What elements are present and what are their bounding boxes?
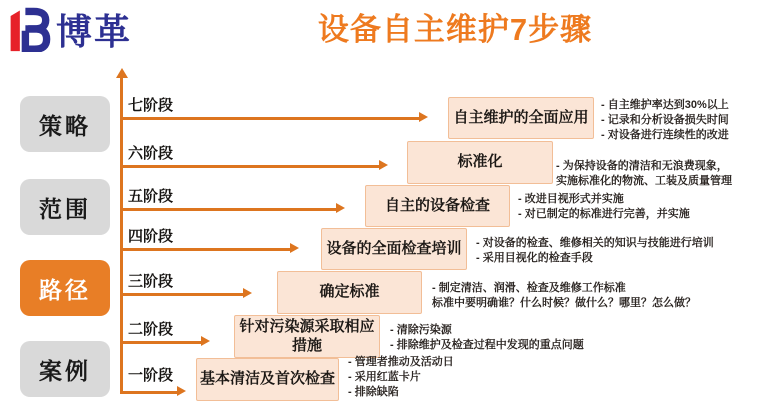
stage-axis-arrowhead-icon — [116, 68, 128, 78]
stage-box-title: 基本清洁及首次检查 — [200, 370, 336, 388]
sidebar-item-label: 案例 — [39, 357, 91, 384]
stage-note-line: - 自主维护率达到30%以上 — [601, 99, 729, 111]
stage-note-line: - 采用红蓝卡片 — [348, 371, 421, 383]
stage-box-title: 设备的全面检查培训 — [326, 239, 462, 257]
stage-label: 六阶段 — [128, 145, 174, 162]
stage-box — [365, 185, 510, 227]
stage-arrowhead-icon — [336, 203, 345, 213]
stage-label: 七阶段 — [128, 97, 174, 114]
stage-label: 一阶段 — [128, 367, 174, 384]
stage-arrow — [120, 293, 244, 296]
stage-notes — [476, 236, 714, 266]
stage-note-line: - 记录和分析设备损失时间 — [601, 114, 729, 126]
stage-box-title: 自主维护的全面应用 — [453, 108, 589, 126]
stage-notes — [556, 159, 732, 189]
stage-box-title: 针对污染源采取相应措施 — [239, 317, 375, 354]
stage-note-line: - 制定清洁、润滑、检查及维修工作标准 — [432, 282, 626, 294]
page-title: 设备自主维护7步骤 — [317, 12, 593, 47]
stage-arrow — [120, 208, 337, 211]
stage-arrowhead-icon — [290, 243, 299, 253]
stage-note-line: - 对设备的检查、维修相关的知识与技能进行培训 — [476, 237, 714, 249]
stage-box — [196, 358, 339, 401]
stage-note-line: 标准中要明确谁？什么时候？做什么？哪里？怎么做？ — [432, 297, 696, 309]
sidebar-item-label: 路径 — [39, 276, 91, 303]
stage-box — [407, 141, 553, 184]
stage-note-line: - 采用目视化的检查手段 — [476, 252, 593, 264]
stage-note-line: - 对已制定的标准进行完善，并实施 — [518, 208, 690, 220]
stage-notes — [390, 323, 584, 353]
stage-arrowhead-icon — [177, 386, 186, 396]
stage-arrowhead-icon — [419, 112, 428, 122]
stage-arrow — [120, 391, 178, 394]
boge-logo-icon — [6, 4, 54, 52]
stage-arrow — [120, 341, 202, 344]
stage-notes — [601, 98, 729, 143]
stage-arrow — [120, 165, 380, 168]
stage-notes — [348, 355, 454, 400]
stage-box — [277, 271, 422, 314]
stage-label: 五阶段 — [128, 188, 174, 205]
stage-note-line: - 为保持设备的清洁和无浪费现象， — [556, 160, 728, 172]
logo-text: 博革 — [56, 11, 133, 52]
stage-arrow — [120, 248, 291, 251]
stage-axis-line — [120, 78, 123, 394]
stage-notes — [432, 281, 696, 311]
sidebar-item-label: 策略 — [39, 112, 91, 139]
sidebar-item-label: 范围 — [39, 195, 91, 222]
stage-arrowhead-icon — [379, 160, 388, 170]
sidebar-item-scope[interactable] — [20, 179, 110, 235]
stage-box-title: 自主的设备检查 — [384, 196, 490, 214]
stage-label: 二阶段 — [128, 321, 174, 338]
stage-note-line: - 排除维护及检查过程中发现的重点问题 — [390, 339, 584, 351]
stage-note-line: 实施标准化的物流、工装及质量管理 — [556, 175, 732, 187]
stage-note-line: - 对设备进行连续性的改进 — [601, 129, 729, 141]
stage-box — [321, 228, 467, 270]
sidebar-item-cases[interactable] — [20, 341, 110, 397]
stage-label: 四阶段 — [128, 228, 174, 245]
stage-arrowhead-icon — [201, 336, 210, 346]
stage-label: 三阶段 — [128, 273, 174, 290]
sidebar-item-path[interactable] — [20, 260, 110, 316]
stage-box-title: 标准化 — [457, 153, 503, 171]
stage-note-line: - 排除缺陷 — [348, 386, 399, 398]
stage-note-line: - 清除污染源 — [390, 324, 452, 336]
stage-note-line: - 管理者推动及活动日 — [348, 356, 454, 368]
stage-arrow — [120, 117, 420, 120]
stage-box — [448, 97, 594, 139]
stage-notes — [518, 192, 690, 222]
stage-box-title: 确定标准 — [319, 283, 380, 301]
sidebar-item-strategy[interactable] — [20, 96, 110, 152]
stage-note-line: - 改进目视形式并实施 — [518, 193, 624, 205]
stage-box — [234, 315, 380, 358]
stage-arrowhead-icon — [243, 288, 252, 298]
